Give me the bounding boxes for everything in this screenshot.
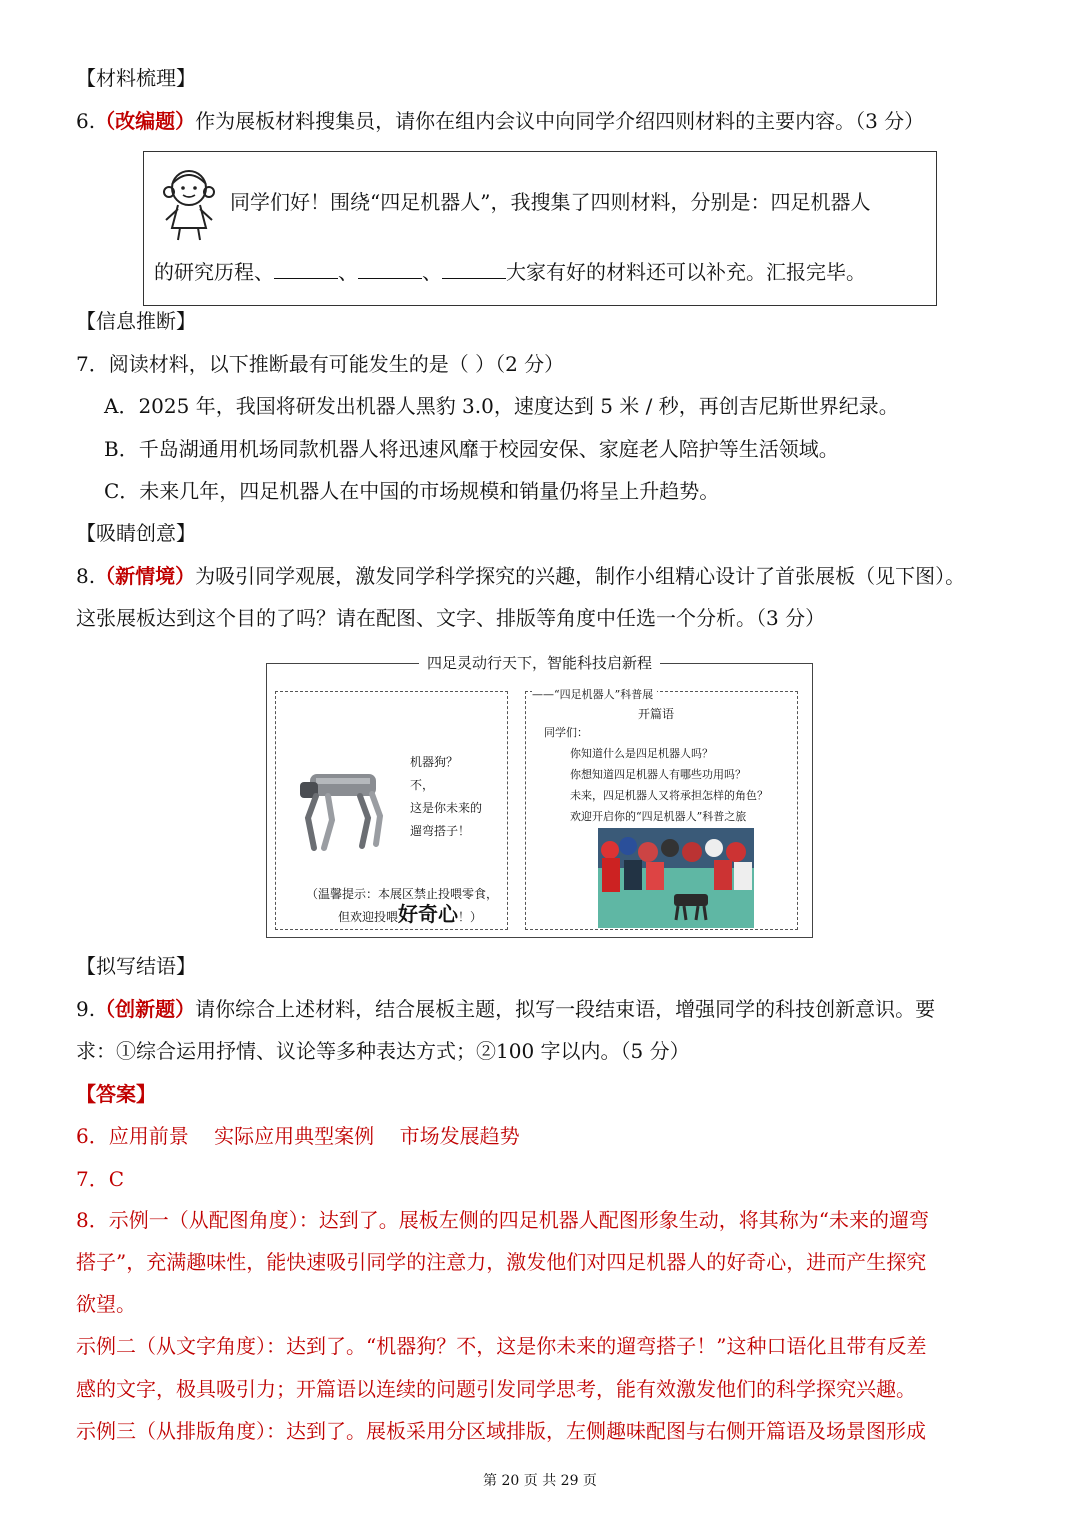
board-hint-line2: 但欢迎投喂好奇心！） (338, 902, 483, 926)
answer-7: 7．C (76, 1167, 125, 1191)
question-9-line1: 9.（创新题）请你综合上述材料，结合展板主题，拟写一段结束语，增强同学的科技创新意识。要 (76, 997, 936, 1021)
q7-option-c: C．未来几年，四足机器人在中国的市场规模和销量仍将呈上升趋势。 (104, 479, 720, 503)
page-footer: 第 20 页 共 29 页 (483, 1473, 597, 1489)
section-heading-creative: 【吸睛创意】 (76, 521, 196, 545)
q6-text: 作为展板材料搜集员，请你在组内会议中向同学介绍四则材料的主要内容。（3 分） (195, 109, 925, 133)
board-right-line2: 你想知道四足机器人有哪些功用吗？ (570, 768, 746, 781)
board-right-greeting: 同学们： (544, 726, 588, 739)
q6-speech-box (143, 151, 937, 306)
question-9-line2: 求：①综合运用抒情、议论等多种表达方式；②100 字以内。（5 分） (76, 1039, 690, 1063)
board-left-panel (275, 691, 508, 930)
board-right-line1: 你知道什么是四足机器人吗？ (570, 747, 713, 760)
board-right-panel (525, 688, 798, 930)
board-title: 四足灵动行天下，智能科技启新程 (267, 652, 812, 673)
q9-tag: （创新题） (95, 997, 196, 1021)
q8-tag: （新情境） (95, 564, 196, 588)
question-8-line1: 8.（新情境）为吸引同学观展，激发同学科学探究的兴趣，制作小组精心设计了首张展板（见下图）。 (76, 564, 966, 588)
answer-8-line2: 搭子”，充满趣味性，能快速吸引同学的注意力，激发他们对四足机器人的好奇心，进而产生探究 (76, 1250, 927, 1274)
q6-box-line1: 同学们好！围绕“四足机器人”，我搜集了四则材料，分别是：四足机器人 (230, 190, 871, 214)
board-hint-line1: （温馨提示：本展区禁止投喂零食， (306, 887, 499, 901)
answer-8-line5: 感的文字，极具吸引力；开篇语以连续的问题引发同学思考，能有效激发他们的科学探究兴趣。 (76, 1377, 916, 1401)
q6-num: 6. (76, 109, 96, 133)
board-right-line4: 欢迎开启你的“四足机器人”科普之旅 (570, 810, 747, 823)
board-right-subtitle: 开篇语 (638, 707, 675, 721)
q6-box-line2: 的研究历程、 、 、 大家有好的材料还可以补充。汇报完毕。 (154, 260, 866, 284)
answer-8-line4: 示例二（从文字角度）：达到了。“机器狗？不，这是你未来的遛弯搭子！”这种口语化且带有反差 (76, 1334, 927, 1358)
girl-cartoon-icon (154, 162, 224, 242)
section-heading-answer: 【答案】 (76, 1082, 156, 1106)
answer-8-line3: 欲望。 (76, 1292, 136, 1316)
answer-blank-2[interactable] (358, 260, 422, 279)
robot-dog-image (298, 760, 388, 855)
section-heading-inference: 【信息推断】 (76, 309, 196, 333)
answer-blank-3[interactable] (442, 260, 506, 279)
answer-8-line6: 示例三（从排版角度）：达到了。展板采用分区域排版，左侧趣味配图与右侧开篇语及场景图形成 (76, 1419, 926, 1443)
section-heading-material: 【材料梳理】 (76, 66, 196, 90)
q7-option-a: A．2025 年，我国将研发出机器人黑豹 3.0，速度达到 5 米 / 秒，再创吉尼斯世界纪录。 (104, 394, 899, 418)
question-6 (76, 107, 1020, 135)
board-right-line3: 未来，四足机器人又将承担怎样的角色？ (570, 789, 768, 802)
answer-6: 6．应用前景 实际应用典型案例 市场发展趋势 (76, 1124, 520, 1148)
children-robot-photo (598, 828, 754, 928)
board-left-text: 机器狗？ 不， 这是你未来的 遛弯搭子！ (410, 755, 483, 838)
answer-blank-1[interactable] (274, 260, 338, 279)
q6-tag: （改编题） (95, 109, 196, 133)
q7-option-b: B．千岛湖通用机场同款机器人将迅速风靡于校园安保、家庭老人陪护等生活领域。 (104, 437, 839, 461)
question-8-line2: 这张展板达到这个目的了吗？请在配图、文字、排版等角度中任选一个分析。（3 分） (76, 606, 826, 630)
answer-8-line1: 8．示例一（从配图角度）：达到了。展板左侧的四足机器人配图形象生动，将其称为“未来的遛弯 (76, 1208, 929, 1232)
exhibition-board (266, 654, 813, 938)
board-right-heading: ——“四足机器人”科普展 (532, 684, 657, 705)
q7-stem: 7．阅读材料，以下推断最有可能发生的是（ ）（2 分） (76, 352, 565, 376)
section-heading-conclusion: 【拟写结语】 (76, 954, 196, 978)
